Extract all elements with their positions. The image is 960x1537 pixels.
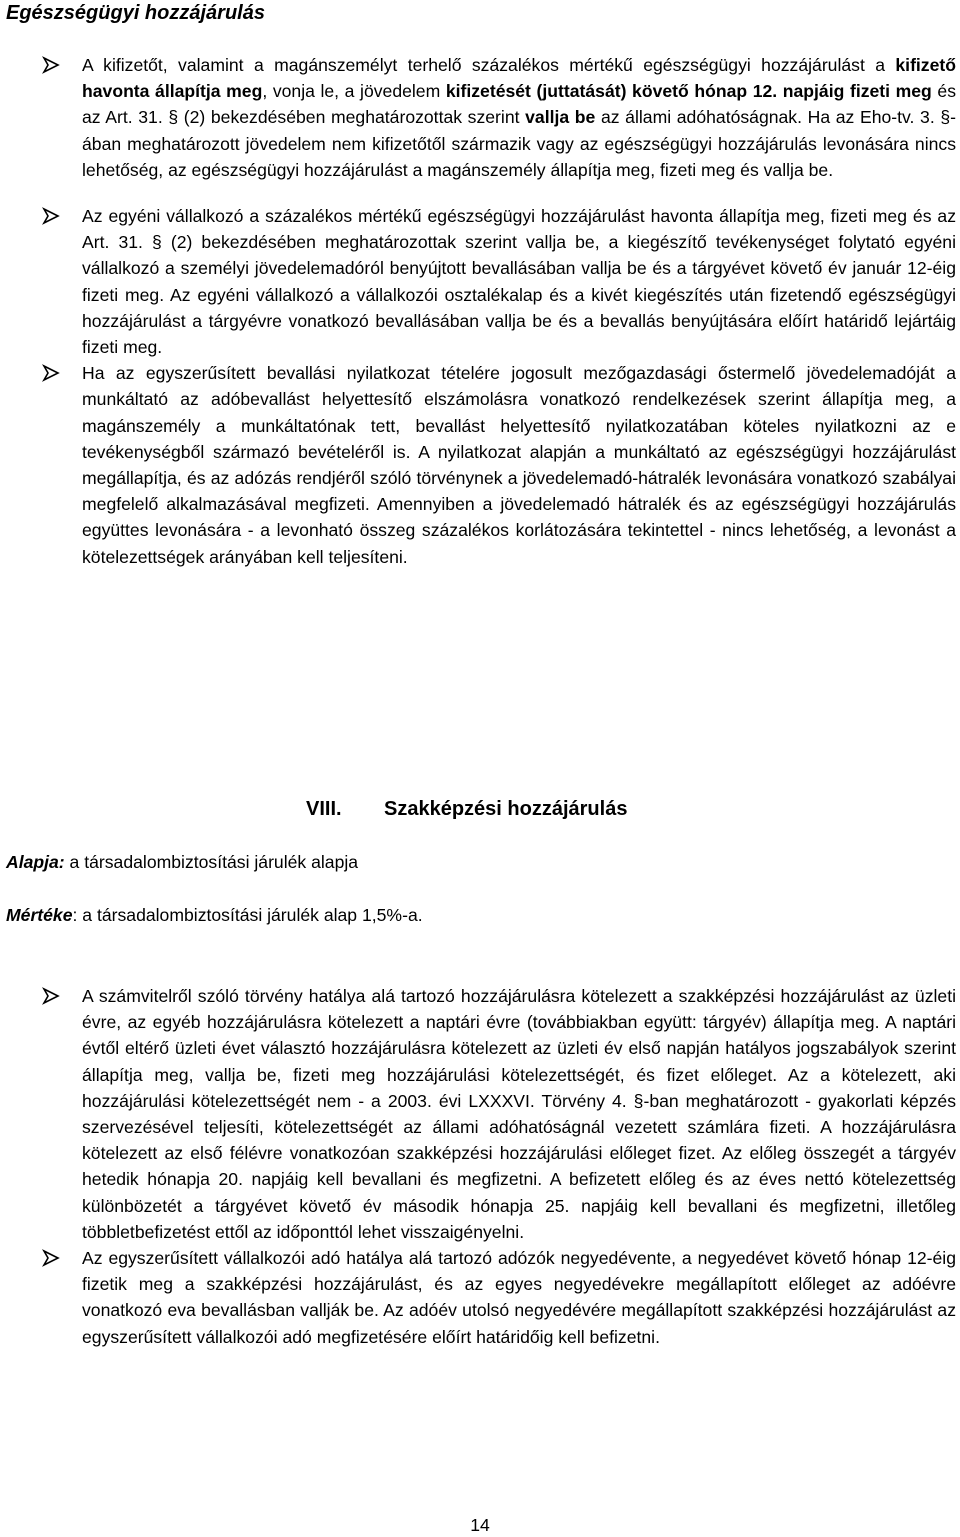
paragraph-text: az állami adóhatóságnak. Ha az Eho-tv. 3. §-ában meghatározott jövedelem nem kifizetőtől származik vagy az egészségügyi hozzájárulás levonására nincs lehetőség, az egészségügyi hozzájárulást a magánszemély állapítja meg, fizeti meg és vallja be.	[82, 107, 956, 180]
definition-basis	[6, 849, 358, 875]
page-number: 14	[470, 1515, 490, 1535]
section-title-text: Szakképzési hozzájárulás	[384, 798, 628, 820]
list-item	[42, 1245, 956, 1350]
arrowhead-bullet-icon	[42, 56, 60, 74]
bold-phrase: vallja be	[525, 107, 596, 128]
definition-rate-label: Mértéke	[6, 905, 73, 925]
paragraph-text: Az egyéni vállalkozó a százalékos mértékű egészségügyi hozzájárulást havonta állapítja meg, fizeti meg és az Art. 31. § (2) bekezdésében meghatározottak szerint vallja be, a kiegészítő tevékenységet folytató egyéni vállalkozó a személyi jövedelemadóról benyújtott bevallásában vallja be és a tárgyévet követő év január 12-éig fizeti meg. Az egyéni vállalkozó a vállalkozói osztalékalap és a kivét kiegészítés után fizetendő egészségügyi hozzájárulást a tárgyévre vonatkozó bevallásában vallja be és a bevallás benyújtására előírt határidő lejártáig fizeti meg.	[82, 206, 956, 358]
arrowhead-bullet-icon	[42, 1249, 60, 1267]
arrowhead-bullet-icon	[42, 364, 60, 382]
paragraph-text: Ha az egyszerűsített bevallási nyilatkozat tételére jogosult mezőgazdasági őstermelő jövedelemadóját a munkáltató az adóbevallást helyettesítő elszámolásra vonatkozó rendelkezések szerint állapítja meg, a magánszemély a munkáltatónak tett, bevallást helyettesítő nyilatkozatában köteles nyilatkozni az e tevékenységből származó bevételéről is. A nyilatkozat alapján a munkáltató az egészségügyi hozzájárulást megállapítja, és az adózás rendjéről szóló törvénynek a jövedelemadó-hátralék levonására vonatkozó szabályai megfelelő alkalmazásával megfizeti. Amennyiben a jövedelemadó hátralék és az egészségügyi hozzájárulás együttes levonására - a levonható összeg százalékos korlátozására tekintettel - nincs lehetőség, a levonást a kötelezettségek arányában kell teljesíteni.	[82, 363, 956, 567]
section-heading-health-contribution: Egészségügyi hozzájárulás	[6, 2, 265, 24]
health-contribution-list	[42, 52, 956, 570]
bold-phrase: kifizetését (juttatását) követő hónap 12. napjáig fizeti meg	[445, 81, 932, 102]
list-item	[42, 203, 956, 360]
definition-rate	[6, 902, 423, 928]
definition-basis-label: Alapja:	[6, 852, 65, 872]
list-item	[42, 983, 956, 1245]
arrowhead-bullet-icon	[42, 207, 60, 225]
bold-phrase: kifizető havonta állapítja meg	[82, 55, 956, 102]
section-title	[306, 796, 627, 822]
paragraph-text: A kifizetőt, valamint a magánszemélyt terhelő százalékos mértékű egészségügyi hozzájárulást a	[82, 55, 896, 75]
paragraph-text: Az egyszerűsített vállalkozói adó hatálya alá tartozó adózók negyedévente, a negyedévet követő hónap 12-éig fizetik meg a szakképzési hozzájárulást, és az egyes negyedévekre megállapított előleget az adóévre vonatkozó eva bevallásban vallják be. Az adóév utolsó negyedévére megállapított szakképzési hozzájárulást az egyszerűsített vállalkozói adó megfizetésére előírt határidőig kell befizetni.	[82, 1248, 956, 1347]
paragraph-text: , vonja le, a jövedelem	[262, 81, 446, 102]
definition-basis-text: a társadalombiztosítási járulék alapja	[64, 852, 359, 872]
definition-rate-text: : a társadalombiztosítási járulék alap 1,5%-a.	[72, 905, 423, 925]
list-item	[42, 360, 956, 570]
vocational-contribution-list	[42, 983, 956, 1350]
paragraph-text: és az Art. 31. § (2) bekezdésében meghatározottak szerint	[82, 81, 956, 128]
arrowhead-bullet-icon	[42, 987, 60, 1005]
paragraph-text: A számvitelről szóló törvény hatálya alá tartozó hozzájárulásra kötelezett a szakképzési hozzájárulást az üzleti évre, az egyéb hozzájárulásra kötelezett a naptári évre (továbbiakban együtt: tárgyév) állapítja meg. A naptári évtől eltérő üzleti évet választó hozzájárulásra kötelezett az üzleti év első napján hatályos jogszabályok szerint állapítja meg, vallja be, fizeti meg hozzájárulási kötelezettségét, és fizet előleget. Az a kötelezett, aki hozzájárulási kötelezettségét nem - a 2003. évi LXXXVI. Törvény 4. §-ban meghatározott - gyakorlati képzés szervezésével teljesíti, kötelezettségét az állami adóhatóságnál vezetett számlára fizeti. A hozzájárulásra kötelezett az első félévre vonatkozóan szakképzési hozzájárulási előleget fizet. Az előleg összegét a tárgyév hetedik hónapja 20. napjáig kell bevallani és megfizetni. A befizetett előleg és az éves nettó kötelezettség különbözetét a tárgyévet követő év második hónapja 25. napjáig kell bevallani és megfizetni, illetőleg többletbefizetést ettől az időponttól lehet visszaigényelni.	[82, 986, 956, 1242]
list-item	[42, 52, 956, 183]
section-number: VIII.	[306, 798, 342, 820]
